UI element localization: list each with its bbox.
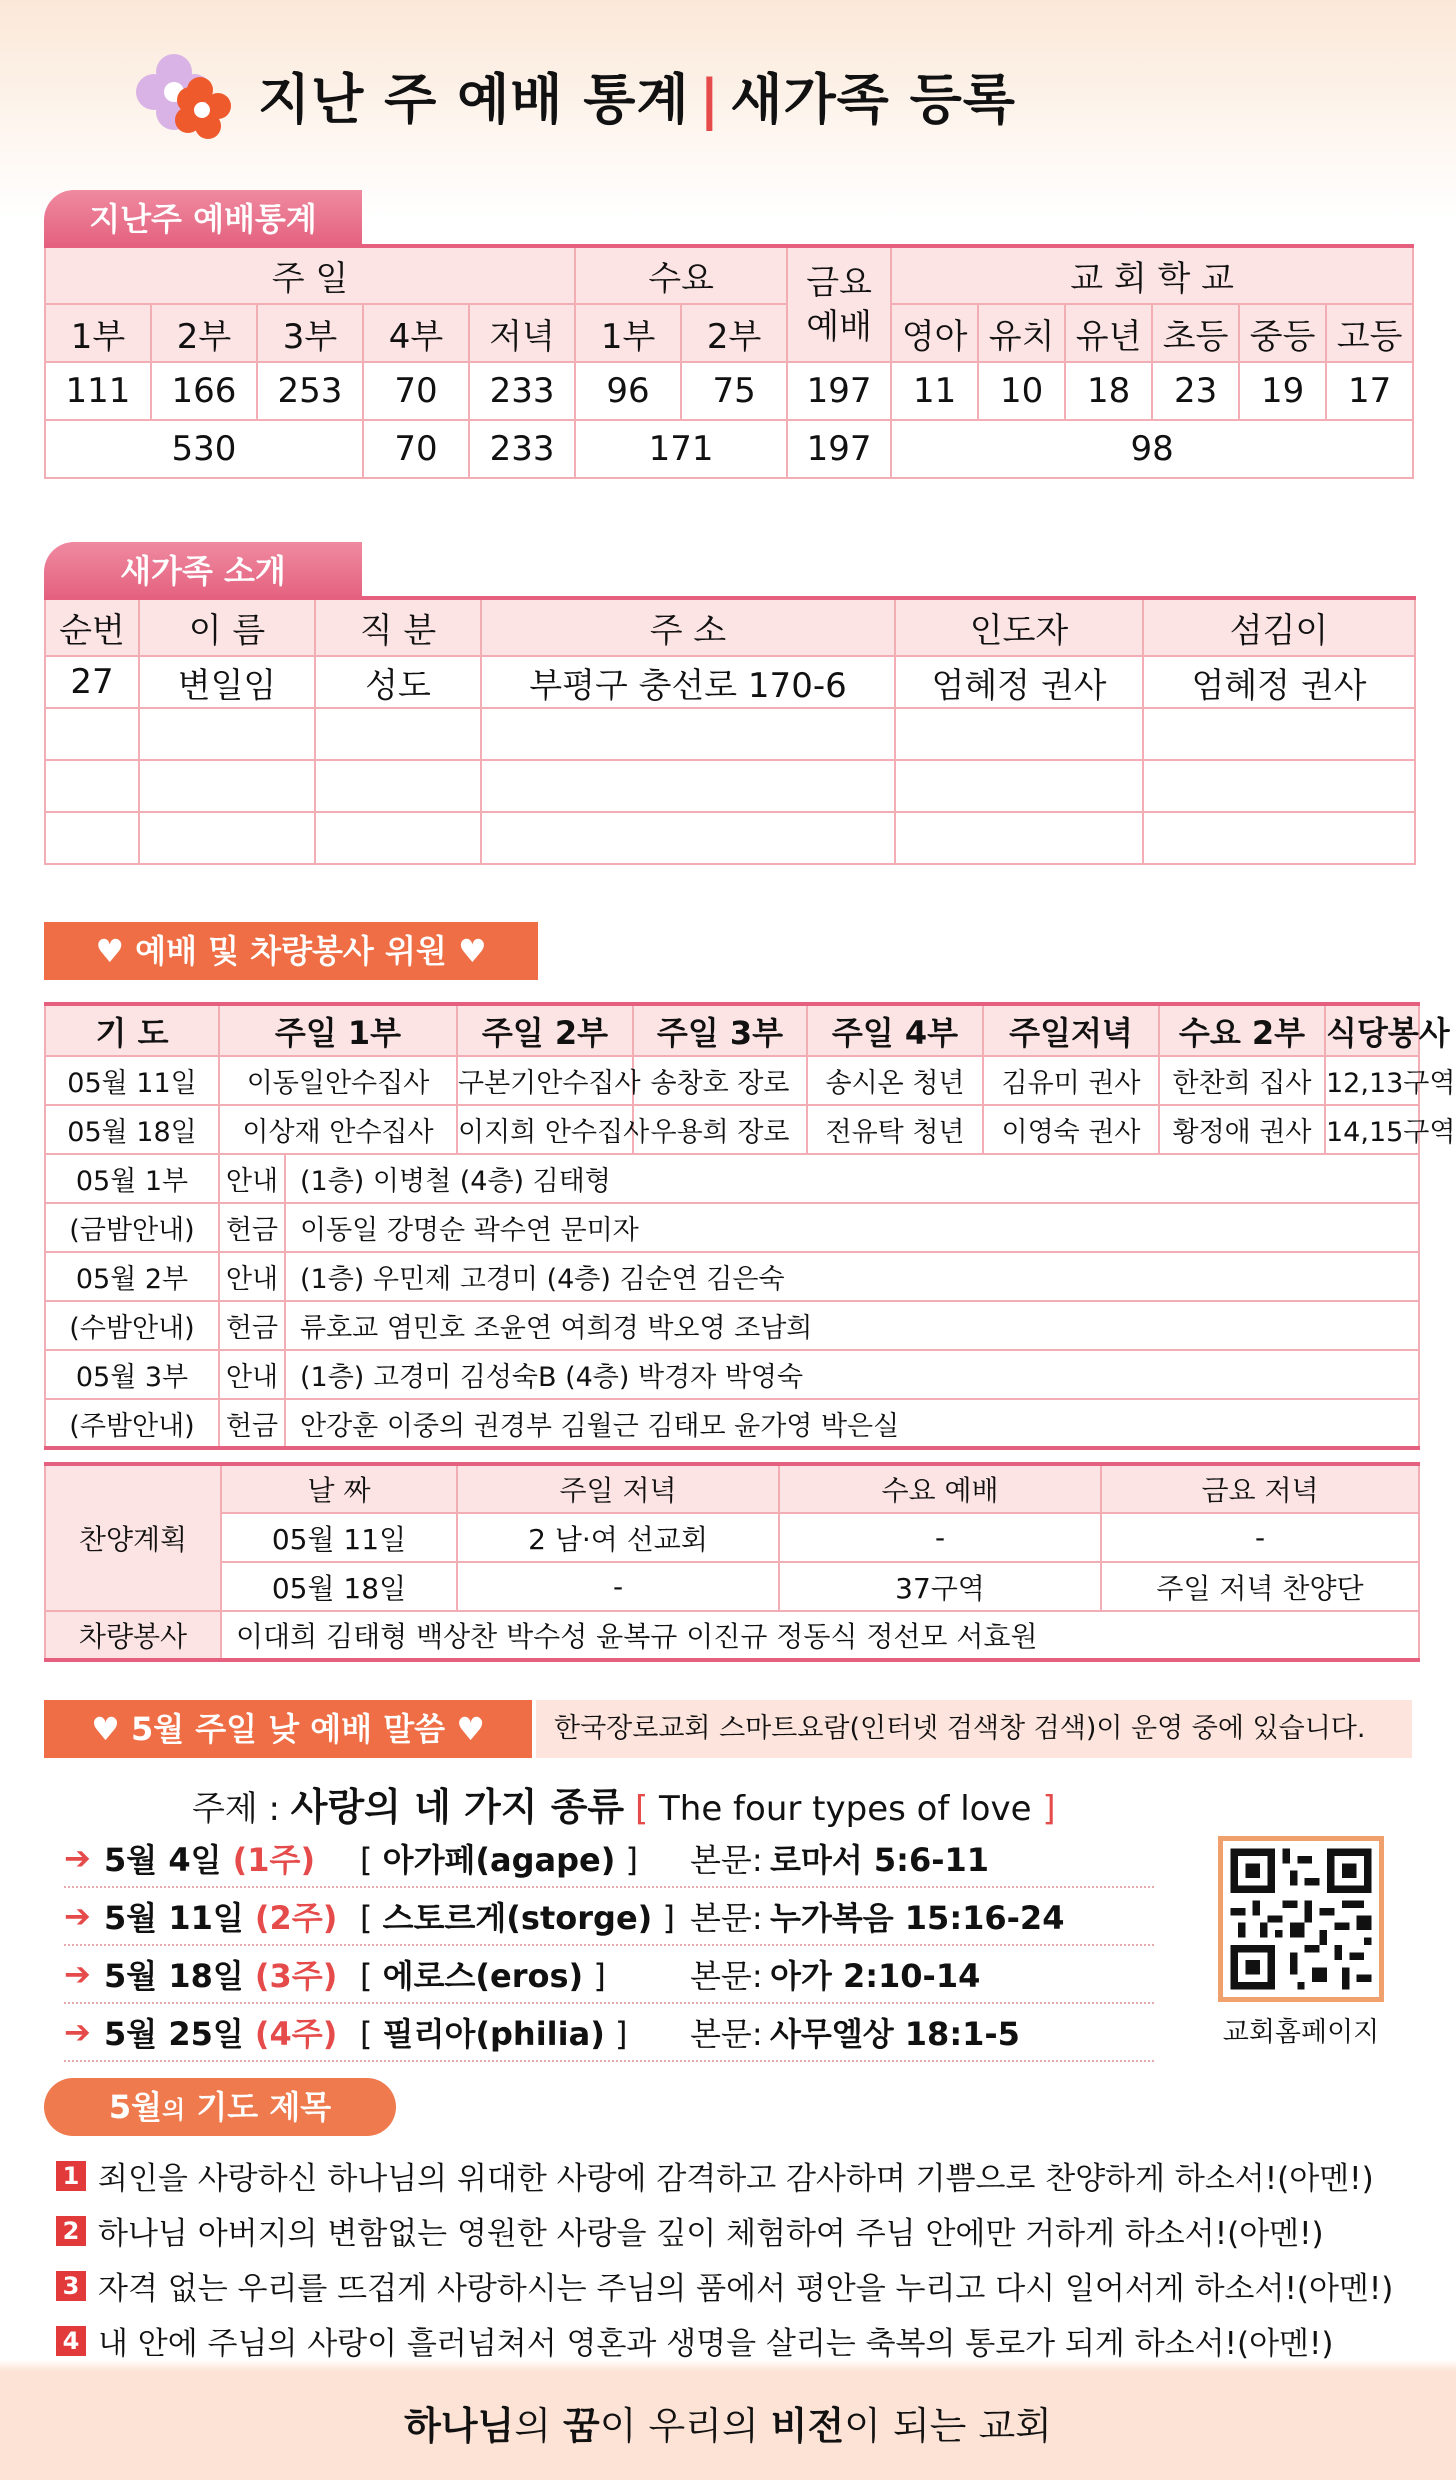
prayer-list — [56, 2148, 1436, 2368]
stats-total-evening: 233 — [469, 420, 575, 478]
stats-value: 75 — [681, 362, 787, 420]
stats-col: 2부 — [681, 304, 787, 362]
guide-label: 안내 — [219, 1252, 285, 1301]
sermon-date: 5월 18일 (3주) — [104, 1957, 338, 1995]
volunteers-heading: ♥ 예배 및 차량봉사 위원 ♥ — [44, 922, 538, 980]
vol-header: 수요 2부 — [1159, 1004, 1325, 1056]
vol-cell: 이상재 안수집사 — [219, 1105, 457, 1154]
stats-col: 초등 — [1152, 304, 1239, 362]
stats-col: 유년 — [1065, 304, 1152, 362]
family-header: 인도자 — [895, 598, 1143, 656]
guide-date: 05월 3부 — [45, 1350, 219, 1399]
table-row — [45, 1252, 1419, 1301]
stats-group-school: 교 회 학 교 — [891, 246, 1413, 304]
vol-header: 주일 4부 — [807, 1004, 983, 1056]
sermon-title: [ 필리아(philia) ] — [360, 2015, 628, 2053]
praise-header: 수요 예배 — [779, 1464, 1101, 1513]
stats-value: 253 — [257, 362, 363, 420]
list-item — [64, 2004, 1154, 2062]
family-header: 순번 — [45, 598, 139, 656]
stats-value: 11 — [891, 362, 978, 420]
stats-value: 96 — [575, 362, 681, 420]
stats-col: 2부 — [151, 304, 257, 362]
table-row — [45, 1105, 1419, 1154]
number-badge: 4 — [56, 2326, 86, 2356]
table-row — [45, 1056, 1419, 1105]
offering-label: 헌금 — [219, 1301, 285, 1350]
prayer-text: 내 안에 주님의 사랑이 흘러넘쳐서 영혼과 생명을 살리는 축복의 통로가 되게 하소서!(아멘!) — [98, 2326, 1334, 2362]
stats-value: 17 — [1326, 362, 1413, 420]
number-badge: 3 — [56, 2271, 86, 2301]
ref-label: 본문: — [690, 2015, 763, 2053]
family-header: 주 소 — [481, 598, 895, 656]
stats-value: 197 — [787, 362, 891, 420]
family-cell: 엄혜정 권사 — [1143, 656, 1415, 708]
stats-group-wednesday: 수요 — [575, 246, 787, 304]
family-cell: 변일임 — [139, 656, 315, 708]
stats-col: 3부 — [257, 304, 363, 362]
praise-cell: 2 남·여 선교회 — [457, 1513, 779, 1562]
stats-total-school: 98 — [891, 420, 1413, 478]
arrow-right-icon: ➔ — [64, 1897, 91, 1935]
theme-label: 주제 : — [192, 1789, 291, 1829]
praise-header: 금요 저녁 — [1101, 1464, 1419, 1513]
family-heading: 새가족 소개 — [44, 542, 362, 600]
sermon-date: 5월 11일 (2주) — [104, 1899, 338, 1937]
vol-cell: 전유탁 청년 — [807, 1105, 983, 1154]
vol-cell: 이지희 안수집사 — [457, 1105, 633, 1154]
list-item — [56, 2313, 1436, 2368]
number-badge: 2 — [56, 2216, 86, 2246]
praise-cell: 05월 11일 — [221, 1513, 457, 1562]
list-item — [64, 1946, 1154, 2004]
vol-cell: 김유미 권사 — [983, 1056, 1159, 1105]
family-header: 이 름 — [139, 598, 315, 656]
sermon-ref: 아가 2:10-14 — [770, 1957, 981, 1995]
guide-label: 안내 — [219, 1350, 285, 1399]
stats-value: 70 — [363, 362, 469, 420]
vol-header: 기 도 — [45, 1004, 219, 1056]
stats-value: 233 — [469, 362, 575, 420]
page-title: 지난 주 예배 통계 | 새가족 등록 — [258, 67, 1016, 131]
family-cell: 27 — [45, 656, 139, 708]
stats-value: 10 — [978, 362, 1065, 420]
table-row — [45, 1154, 1419, 1203]
footer-slogan: 하나님의 꿈이 우리의 비전이 되는 교회 — [0, 2372, 1456, 2480]
guide-names: (1층) 고경미 김성숙B (4층) 박경자 박영숙 — [285, 1350, 1419, 1399]
vol-cell: 송창호 장로 — [633, 1056, 807, 1105]
vehicle-names: 이대희 김태형 백상찬 박수성 윤복규 이진규 정동식 정선모 서효원 — [221, 1611, 1419, 1660]
prayer-text: 죄인을 사랑하신 하나님의 위대한 사랑에 감격하고 감사하며 기쁨으로 찬양하게 하소서!(아멘!) — [98, 2161, 1374, 2197]
stats-group-sunday: 주 일 — [45, 246, 575, 304]
sermon-theme — [192, 1776, 1056, 1831]
stats-col: 4부 — [363, 304, 469, 362]
offering-names: 류호교 염민호 조윤연 여희경 박오영 조남희 — [285, 1301, 1419, 1350]
guide-names: (1층) 이병철 (4층) 김태형 — [285, 1154, 1419, 1203]
praise-table — [44, 1462, 1420, 1662]
stats-total-sunday123: 530 — [45, 420, 363, 478]
qr-caption: 교회홈페이지 — [1222, 2017, 1380, 2048]
table-row-empty — [45, 812, 1415, 864]
prayer-text: 자격 없는 우리를 뜨겁게 사랑하시는 주님의 품에서 평안을 누리고 다시 일어서게 하소서!(아멘!) — [98, 2271, 1394, 2307]
stats-table — [44, 244, 1414, 479]
table-row-empty — [45, 760, 1415, 812]
table-row — [45, 656, 1415, 708]
family-cell: 성도 — [315, 656, 481, 708]
prayer-text: 하나님 아버지의 변함없는 영원한 사랑을 깊이 체험하여 주님 안에만 거하게 하소서!(아멘!) — [98, 2216, 1324, 2252]
table-row — [45, 1203, 1419, 1252]
praise-header: 날 짜 — [221, 1464, 457, 1513]
sermon-note: 한국장로교회 스마트요람(인터넷 검색창 검색)이 운영 중에 있습니다. — [536, 1700, 1412, 1758]
offering-names: 이동일 강명순 곽수연 문미자 — [285, 1203, 1419, 1252]
list-item — [64, 1888, 1154, 1946]
stats-heading: 지난주 예배통계 — [44, 190, 362, 248]
stats-value: 18 — [1065, 362, 1152, 420]
offering-names: 안강훈 이중의 권경부 김월근 김태모 윤가영 박은실 — [285, 1399, 1419, 1448]
vol-cell: 12,13구역 — [1325, 1056, 1419, 1105]
stats-total-wednesday: 171 — [575, 420, 787, 478]
table-row — [45, 1513, 1419, 1562]
sermon-title: [ 에로스(eros) ] — [360, 1957, 606, 1995]
list-item — [56, 2203, 1436, 2258]
table-row — [45, 1611, 1419, 1660]
vol-header: 주일저녁 — [983, 1004, 1159, 1056]
stats-group-friday: 금요 예배 — [787, 246, 891, 362]
arrow-right-icon: ➔ — [64, 1955, 91, 1993]
theme-title: 사랑의 네 가지 종류 — [290, 1785, 625, 1829]
stats-col: 영아 — [891, 304, 978, 362]
page-header — [136, 40, 1016, 150]
list-item — [64, 1830, 1154, 1888]
vol-cell: 송시온 청년 — [807, 1056, 983, 1105]
vol-header: 주일 2부 — [457, 1004, 633, 1056]
vol-cell: 05월 11일 — [45, 1056, 219, 1105]
ref-label: 본문: — [690, 1957, 763, 1995]
stats-value: 19 — [1239, 362, 1326, 420]
stats-total-friday: 197 — [787, 420, 891, 478]
ref-label: 본문: — [690, 1841, 763, 1879]
guide-names: (1층) 우민제 고경미 (4층) 김순연 김은숙 — [285, 1252, 1419, 1301]
table-row — [45, 1301, 1419, 1350]
table-row — [45, 1399, 1419, 1448]
family-cell: 부평구 충선로 170-6 — [481, 656, 895, 708]
offering-label: 헌금 — [219, 1399, 285, 1448]
arrow-right-icon: ➔ — [64, 2013, 91, 2051]
guide-service: (금밤안내) — [45, 1203, 219, 1252]
stats-col: 1부 — [45, 304, 151, 362]
praise-cell: - — [779, 1513, 1101, 1562]
vol-cell: 우용희 장로 — [633, 1105, 807, 1154]
sermon-date: 5월 25일 (4주) — [104, 2015, 338, 2053]
sermon-ref: 로마서 5:6-11 — [770, 1841, 990, 1879]
stats-value: 166 — [151, 362, 257, 420]
stats-value: 23 — [1152, 362, 1239, 420]
family-header: 직 분 — [315, 598, 481, 656]
vol-header: 주일 3부 — [633, 1004, 807, 1056]
vol-cell: 이영숙 권사 — [983, 1105, 1159, 1154]
flower-icon — [136, 50, 236, 140]
praise-header: 주일 저녁 — [457, 1464, 779, 1513]
vol-cell: 14,15구역 — [1325, 1105, 1419, 1154]
guide-label: 안내 — [219, 1154, 285, 1203]
qr-code-icon[interactable] — [1218, 1836, 1384, 2002]
praise-cell: 주일 저녁 찬양단 — [1101, 1562, 1419, 1611]
table-row — [45, 1350, 1419, 1399]
sermon-list — [64, 1830, 1154, 2062]
sermon-heading: ♥ 5월 주일 낮 예배 말씀 ♥ — [44, 1700, 532, 1758]
vol-cell: 구본기안수집사 — [457, 1056, 633, 1105]
praise-cell: 37구역 — [779, 1562, 1101, 1611]
stats-col: 1부 — [575, 304, 681, 362]
stats-col: 고등 — [1326, 304, 1413, 362]
ref-label: 본문: — [690, 1899, 763, 1937]
guide-service: (수밤안내) — [45, 1301, 219, 1350]
guide-date: 05월 1부 — [45, 1154, 219, 1203]
stats-col: 중등 — [1239, 304, 1326, 362]
vol-header: 식당봉사 — [1325, 1004, 1419, 1056]
sermon-ref: 누가복음 15:16-24 — [770, 1899, 1065, 1937]
sermon-ref: 사무엘상 18:1-5 — [770, 2015, 1020, 2053]
stats-total-sunday4: 70 — [363, 420, 469, 478]
table-row — [45, 1562, 1419, 1611]
list-item — [56, 2148, 1436, 2203]
vehicle-label: 차량봉사 — [45, 1611, 221, 1660]
stats-col: 유치 — [978, 304, 1065, 362]
vol-cell: 05월 18일 — [45, 1105, 219, 1154]
sermon-title: [ 스토르게(storge) ] — [360, 1899, 675, 1937]
guide-service: (주밤안내) — [45, 1399, 219, 1448]
family-header: 섬김이 — [1143, 598, 1415, 656]
vol-cell: 이동일안수집사 — [219, 1056, 457, 1105]
praise-label: 찬양계획 — [45, 1464, 221, 1611]
arrow-right-icon: ➔ — [64, 1839, 91, 1877]
praise-cell: 05월 18일 — [221, 1562, 457, 1611]
offering-label: 헌금 — [219, 1203, 285, 1252]
vol-cell: 황정애 권사 — [1159, 1105, 1325, 1154]
list-item — [56, 2258, 1436, 2313]
family-table — [44, 596, 1416, 865]
praise-cell: - — [457, 1562, 779, 1611]
sermon-title: [ 아가페(agape) ] — [360, 1841, 639, 1879]
family-cell: 엄혜정 권사 — [895, 656, 1143, 708]
vol-header: 주일 1부 — [219, 1004, 457, 1056]
prayer-heading: 5월의 기도 제목 — [44, 2078, 396, 2136]
sermon-date: 5월 4일 (1주) — [104, 1841, 316, 1879]
praise-cell: - — [1101, 1513, 1419, 1562]
guide-date: 05월 2부 — [45, 1252, 219, 1301]
table-row-empty — [45, 708, 1415, 760]
volunteers-table — [44, 1002, 1456, 1450]
number-badge: 1 — [56, 2161, 86, 2191]
stats-value: 111 — [45, 362, 151, 420]
theme-english: [ The four types of love ] — [634, 1789, 1056, 1829]
stats-col: 저녁 — [469, 304, 575, 362]
vol-cell: 한찬희 집사 — [1159, 1056, 1325, 1105]
